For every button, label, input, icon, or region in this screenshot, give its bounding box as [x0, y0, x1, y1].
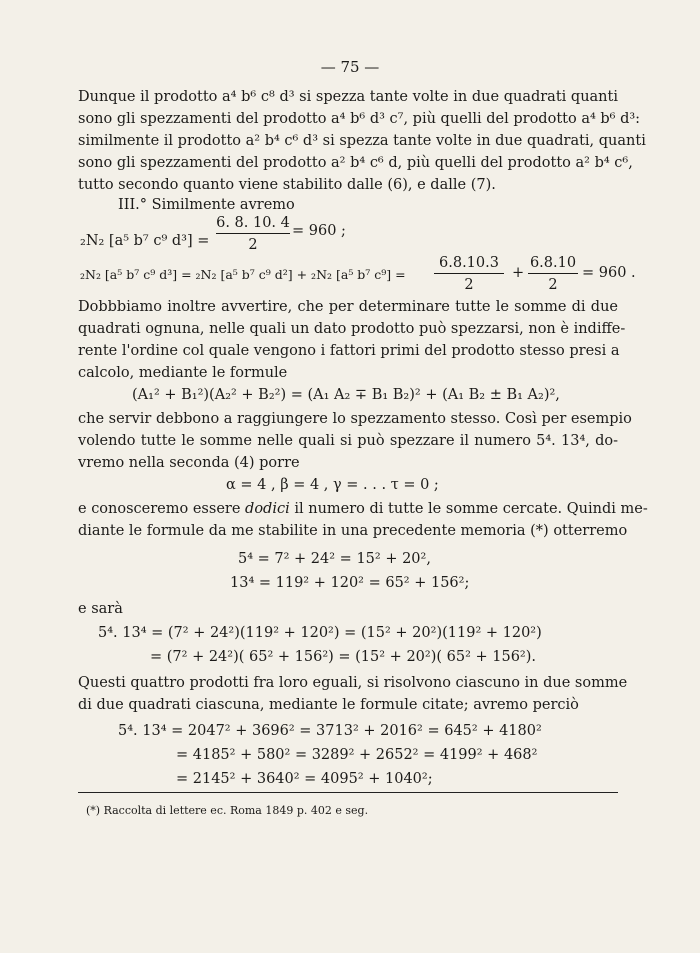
paragraph-line: calcolo, mediante le formule [78, 365, 288, 381]
equation-rhs: = 960 ; [292, 223, 346, 239]
fraction-denominator: 2 [464, 277, 474, 293]
fraction-bar [528, 273, 578, 274]
fraction-numerator: 6.8.10 [529, 255, 577, 271]
paragraph-line: sono gli spezzamenti del prodotto a⁴ b⁶ d³ c⁷, più quelli del prodotto a⁴ b⁶ d³: [78, 111, 641, 127]
fraction-denominator: 2 [548, 277, 558, 293]
equation: 5⁴ = 7² + 24² = 15² + 20², [238, 551, 431, 567]
footnote-rule [78, 792, 618, 793]
paragraph-line: volendo tutte le somme nelle quali si può spezzare il numero 5⁴. 13⁴, do- [78, 433, 618, 449]
footnote: (*) Raccolta di lettere ec. Roma 1849 p. 402 e seg. [86, 804, 369, 817]
paragraph-line: rente l'ordine col quale vengono i fattori primi del prodotto stesso presi a [78, 343, 620, 359]
equation-lhs: ₂N₂ [a⁵ b⁷ c⁹ d³] = ₂N₂ [a⁵ b⁷ c⁹ d²] + ₂N₂ [a⁵ b⁷ c⁹] = [80, 267, 406, 282]
paragraph-line: vremo nella seconda (4) porre [78, 455, 300, 471]
equation: 5⁴. 13⁴ = 2047² + 3696² = 3713² + 2016² = 645² + 4180² [118, 723, 542, 739]
paragraph-line: di due quadrati ciascuna, mediante le formule citate; avremo perciò [78, 697, 579, 713]
paragraph-line: sono gli spezzamenti del prodotto a² b⁴ c⁶ d, più quelli del prodotto a² b⁴ c⁶, [78, 155, 633, 171]
fraction-denominator: 2 [248, 237, 258, 253]
section-heading: III.° Similmente avremo [118, 197, 295, 213]
plus-sign: + [512, 265, 525, 281]
paragraph-line: e sarà [78, 601, 123, 617]
equation: 13⁴ = 119² + 120² = 65² + 156²; [230, 575, 470, 591]
emphasis-text: dodici [245, 501, 290, 517]
equation: = 2145² + 3640² = 4095² + 1040²; [176, 771, 433, 787]
page-number: — 75 — [320, 58, 380, 76]
fraction-bar [216, 233, 290, 234]
formula: (A₁² + B₁²)(A₂² + B₂²) = (A₁ A₂ ∓ B₁ B₂)² + (A₁ B₂ ± B₁ A₂)², [132, 387, 560, 403]
paragraph-line [78, 500, 648, 518]
text-span: il numero di tutte le somme cercate. Quindi me- [289, 501, 648, 517]
paragraph-line: similmente il prodotto a² b⁴ c⁶ d³ si spezza tante volte in due quadrati, quanti [78, 133, 646, 149]
fraction-numerator: 6. 8. 10. 4 [216, 215, 290, 231]
paragraph-line: quadrati ognuna, nelle quali un dato prodotto può spezzarsi, non è indiffe- [78, 321, 626, 337]
paragraph-line: Dobbbiamo inoltre avvertire, che per determinare tutte le somme di due [78, 299, 618, 315]
paragraph-line: diante le formule da me stabilite in una precedente memoria (*) otterremo [78, 523, 628, 539]
text-span: e conosceremo essere [78, 501, 246, 517]
paragraph-line: che servir debbono a raggiungere lo spezzamento stesso. Così per esempio [78, 411, 632, 427]
equation-rhs: = 960 . [582, 265, 636, 281]
greek-assignment: α = 4 , β = 4 , γ = . . . τ = 0 ; [226, 477, 439, 493]
fraction-numerator: 6.8.10.3 [439, 255, 499, 271]
paragraph-line: tutto secondo quanto viene stabilito dalle (6), e dalle (7). [78, 177, 496, 193]
paragraph-line: Questi quattro prodotti fra loro eguali, si risolvono ciascuno in due somme [78, 675, 628, 691]
fraction-bar [434, 273, 504, 274]
equation-lhs: ₂N₂ [a⁵ b⁷ c⁹ d³] = [80, 233, 210, 249]
equation: = (7² + 24²)( 65² + 156²) = (15² + 20²)( 65² + 156²). [150, 649, 537, 665]
equation: = 4185² + 580² = 3289² + 2652² = 4199² + 468² [176, 747, 538, 763]
equation: 5⁴. 13⁴ = (7² + 24²)(119² + 120²) = (15² + 20²)(119² + 120²) [98, 625, 542, 641]
paragraph-line: Dunque il prodotto a⁴ b⁶ c⁸ d³ si spezza tante volte in due quadrati quanti [78, 89, 618, 105]
